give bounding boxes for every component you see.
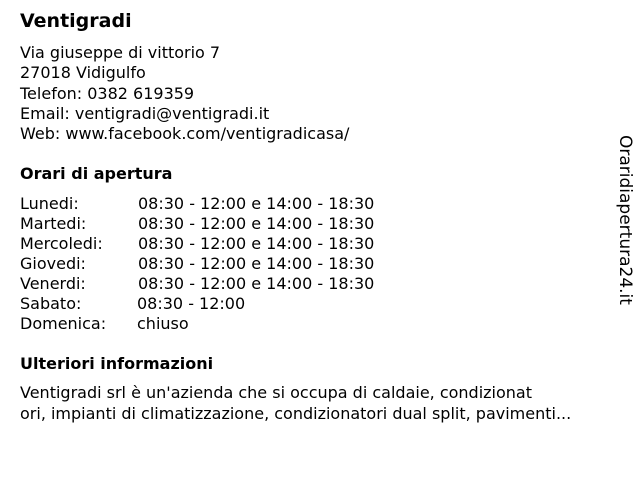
opening-hours-table — [20, 194, 374, 334]
business-name: Ventigradi — [20, 10, 132, 32]
time-value: 08:30 - 12:00 e 14:00 - 18:30 — [138, 234, 375, 253]
time-value: 08:30 - 12:00 — [137, 294, 246, 313]
hours-row-monday — [20, 194, 374, 214]
description-line: Ventigradi srl è un'azienda che si occupa di caldaie, condizionat — [20, 383, 533, 402]
contact-block — [20, 43, 349, 144]
day-label: Lunedi: — [20, 194, 79, 213]
time-value: 08:30 - 12:00 e 14:00 - 18:30 — [138, 194, 375, 213]
hours-row-tuesday — [20, 214, 374, 234]
business-description — [20, 383, 630, 424]
hours-row-thursday — [20, 254, 374, 274]
day-label: Domenica: — [20, 314, 107, 333]
hours-row-friday — [20, 274, 374, 294]
info-heading: Ulteriori informazioni — [20, 354, 214, 373]
hours-row-saturday — [20, 294, 374, 314]
time-value: chiuso — [137, 314, 189, 333]
address-line: Via giuseppe di vittorio 7 — [20, 43, 221, 62]
day-label: Venerdi: — [20, 274, 86, 293]
time-value: 08:30 - 12:00 e 14:00 - 18:30 — [138, 214, 375, 233]
hours-row-wednesday — [20, 234, 374, 254]
hours-row-sunday — [20, 314, 374, 334]
day-label: Mercoledi: — [20, 234, 103, 253]
time-value: 08:30 - 12:00 e 14:00 - 18:30 — [138, 254, 375, 273]
site-watermark: Oraridiapertura24.it — [615, 135, 635, 305]
web-line: Web: www.facebook.com/ventigradicasa/ — [20, 124, 350, 144]
day-label: Giovedi: — [20, 254, 86, 273]
hours-heading: Orari di apertura — [20, 164, 173, 183]
city-line: 27018 Vidigulfo — [20, 63, 146, 83]
day-label: Martedi: — [20, 214, 87, 233]
description-line: ori, impianti di climatizzazione, condizionatori dual split, pavimenti... — [20, 403, 572, 423]
phone-line: Telefon: 0382 619359 — [20, 83, 195, 103]
time-value: 08:30 - 12:00 e 14:00 - 18:30 — [138, 274, 375, 293]
email-line: Email: ventigradi@ventigradi.it — [20, 103, 270, 123]
day-label: Sabato: — [20, 294, 82, 313]
